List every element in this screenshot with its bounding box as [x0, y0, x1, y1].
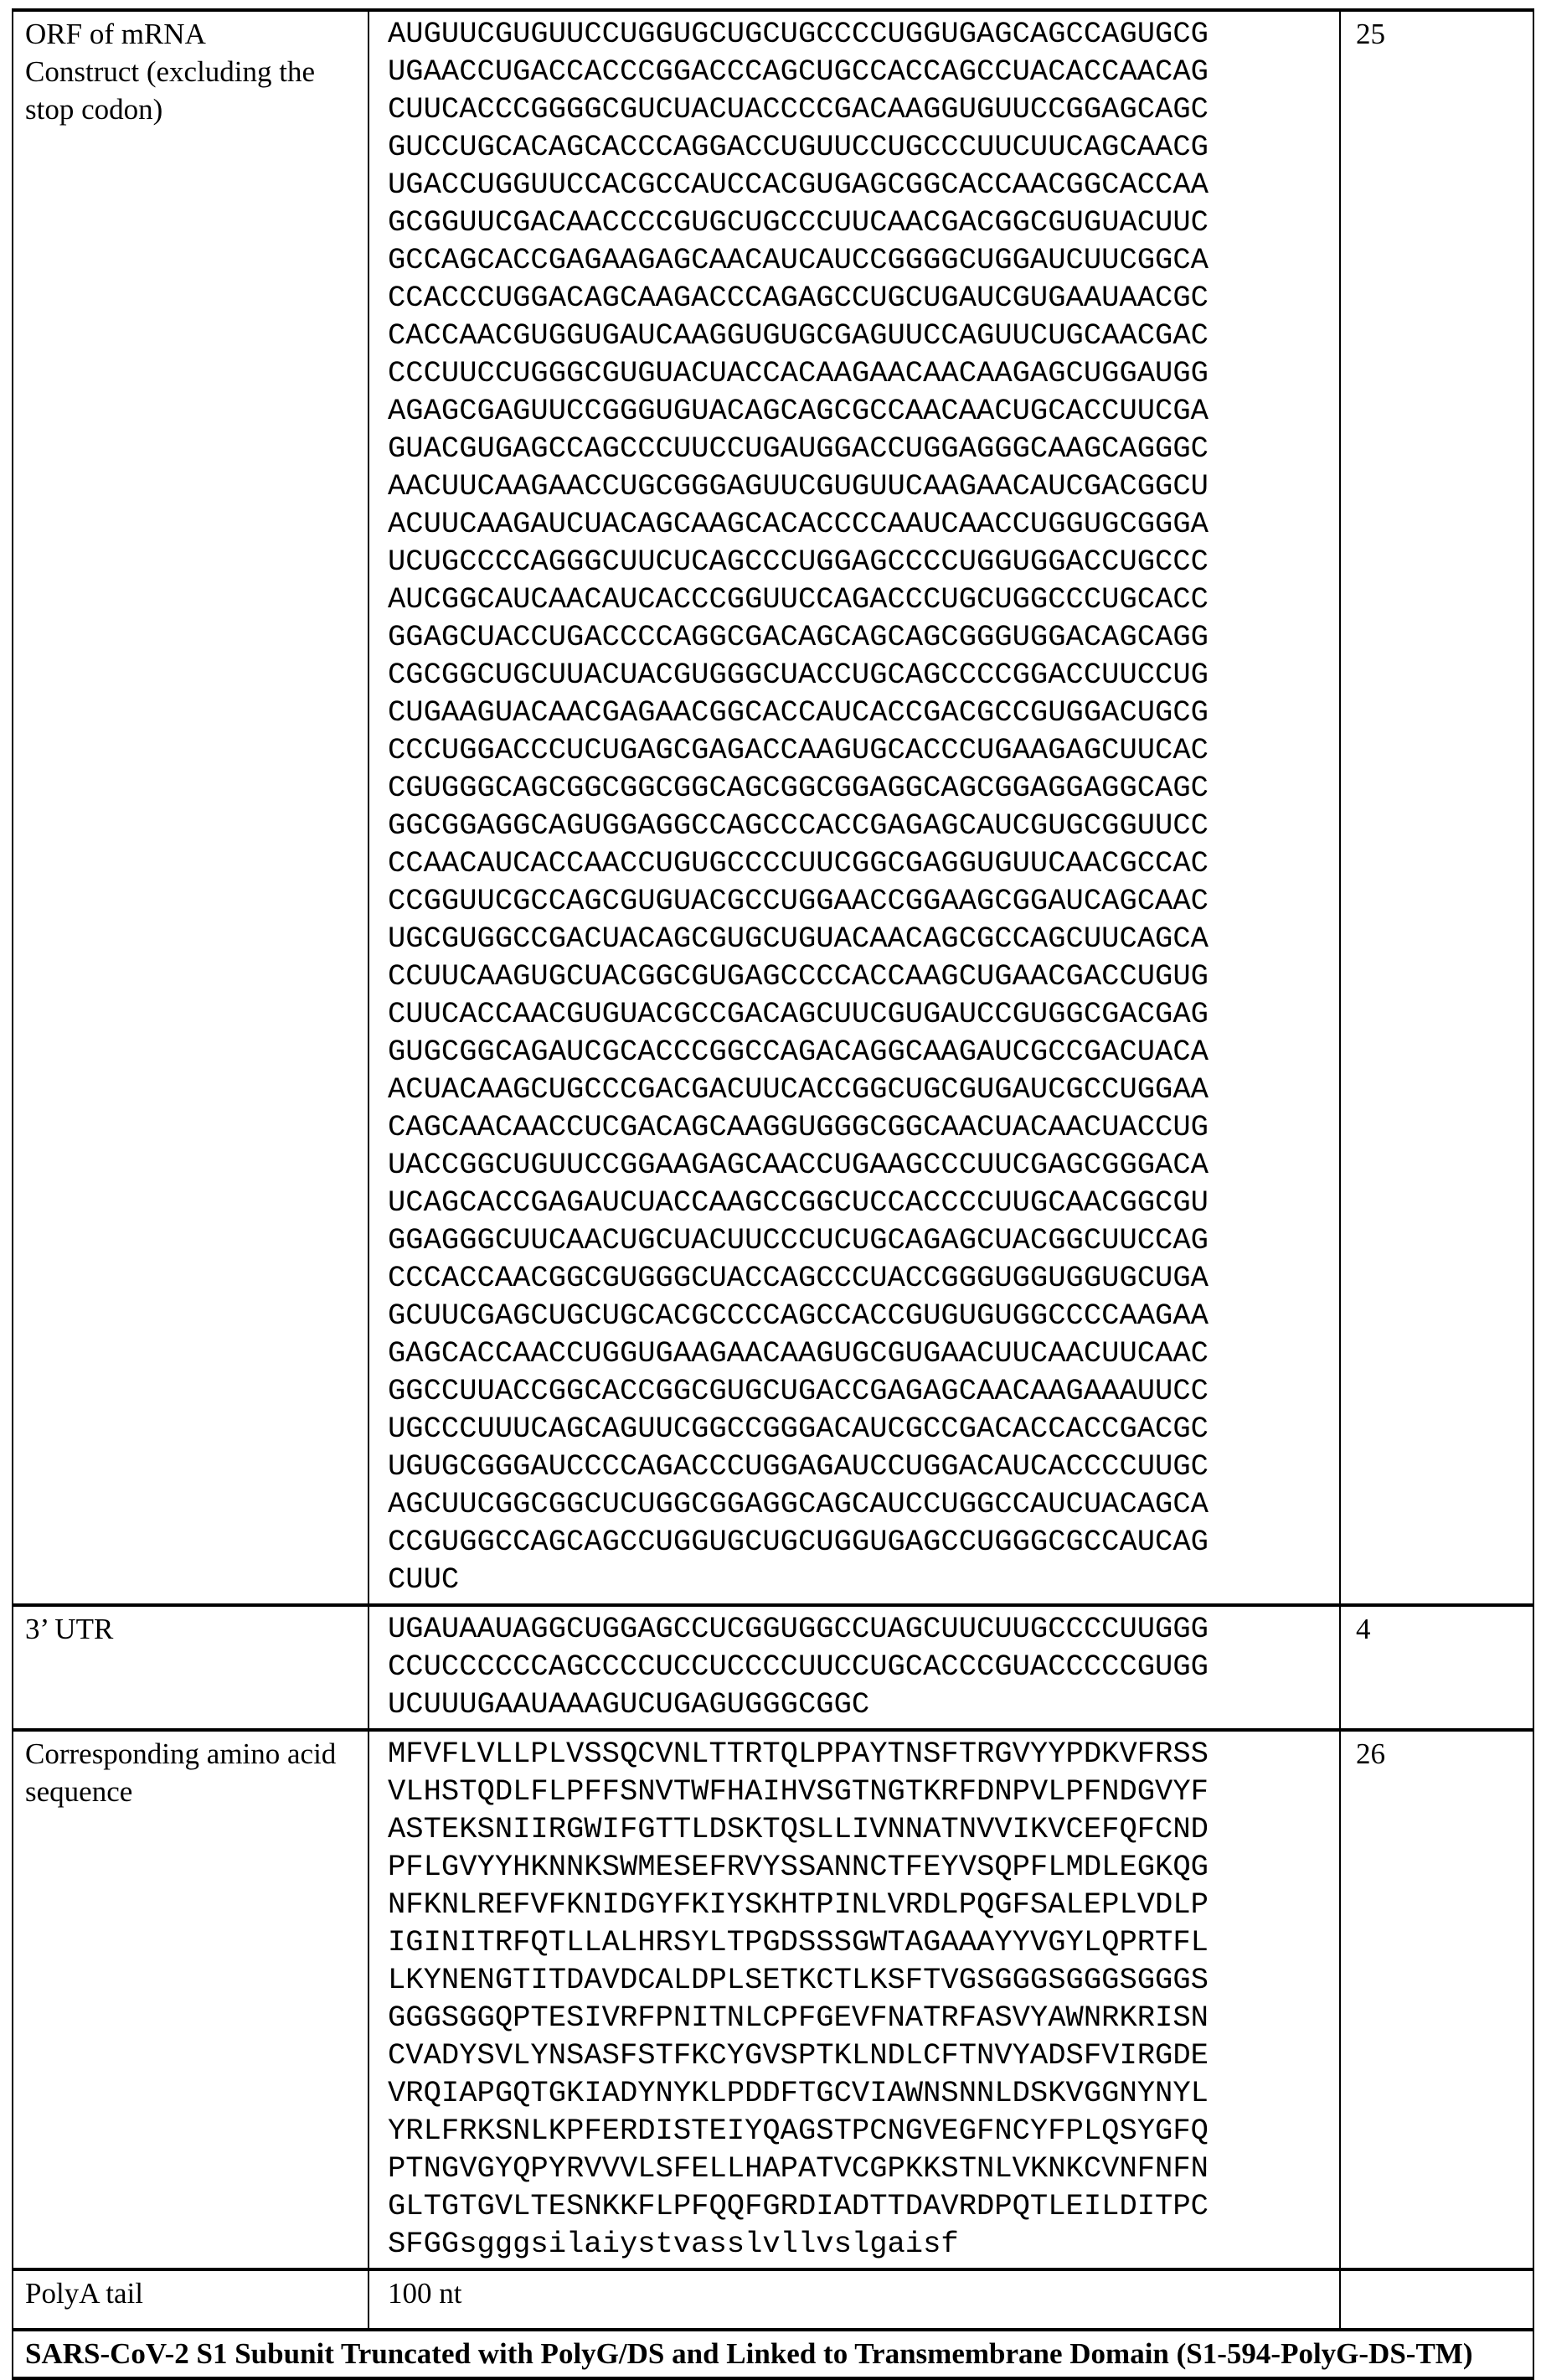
sequence-line: GLTGTGVLTESNKKFLPFQQFGRDIADTTDAVRDPQTLEILDITPC — [388, 2187, 1339, 2225]
utr-label: 3’ UTR — [13, 1605, 368, 1730]
orf-seq-id: 25 — [1340, 10, 1533, 1605]
sequence-line: GCGGUUCGACAACCCCGUGCUGCCCUUCAACGACGGCGUGUACUUC — [388, 204, 1339, 241]
aa-label: Corresponding amino acid sequence — [13, 1730, 368, 2269]
sequence-line: GUCCUGCACAGCACCCAGGACCUGUUCCUGCCCUUCUUCAGCAACG — [388, 128, 1339, 166]
sequence-line: CCACCCUGGACAGCAAGACCCAGAGCCUGCUGAUCGUGAAUAACGC — [388, 279, 1339, 317]
sequence-line: UCUGCCCCAGGGCUUCUCAGCCCUGGAGCCCCUGGUGGACCUGCCC — [388, 543, 1339, 581]
sequence-line: CGCGGCUGCUUACUACGUGGGCUACCUGCAGCCCCGGACCUUCCUG — [388, 656, 1339, 694]
sequence-line: AGCUUCGGCGGCUCUGGCGGAGGCAGCAUCCUGGCCAUCUACAGCA — [388, 1485, 1339, 1523]
sequence-line: GCCAGCACCGAGAAGAGCAACAUCAUCCGGGGCUGGAUCUUCGGCA — [388, 241, 1339, 279]
sequence-line: CCUUCAAGUGCUACGGCGUGAGCCCCACCAAGCUGAACGACCUGUG — [388, 958, 1339, 995]
sequence-line: UGCGUGGCCGACUACAGCGUGCUGUACAACAGCGCCAGCUUCAGCA — [388, 920, 1339, 958]
polya-label: PolyA tail — [13, 2269, 368, 2330]
sequence-line: GUGCGGCAGAUCGCACCCGGCCAGACAGGCAAGAUCGCCGACUACA — [388, 1033, 1339, 1071]
sequence-line: CUUC — [388, 1561, 1339, 1598]
sequence-line: CUGAAGUACAACGAGAACGGCACCAUCACCGACGCCGUGGACUGCG — [388, 694, 1339, 731]
sequence-line: GGCGGAGGCAGUGGAGGCCAGCCCACCGAGAGCAUCGUGCGGUUCC — [388, 807, 1339, 844]
sequence-line: CUUCACCAACGUGUACGCCGACAGCUUCGUGAUCCGUGGCGACGAG — [388, 995, 1339, 1033]
row-orf — [13, 10, 1533, 1605]
sequence-line: CCGGUUCGCCAGCGUGUACGCCUGGAACCGGAAGCGGAUCAGCAAC — [388, 882, 1339, 920]
sequence-line: ACUACAAGCUGCCCGACGACUUCACCGGCUGCGUGAUCGCCUGGAA — [388, 1071, 1339, 1108]
sequence-line: CCGUGGCCAGCAGCCUGGUGCUGCUGGUGAGCCUGGGCGCCAUCAG — [388, 1523, 1339, 1561]
sequence-line: IGINITRFQTLLALHRSYLTPGDSSSGWTAGAAAYYVGYLQPRTFL — [388, 1923, 1339, 1961]
sequence-line: UACCGGCUGUUCCGGAAGAGCAACCUGAAGCCCUUCGAGCGGGACA — [388, 1146, 1339, 1184]
sequence-line: GAGCACCAACCUGGUGAAGAACAAGUGCGUGAACUUCAACUUCAAC — [388, 1335, 1339, 1372]
sequence-line: VLHSTQDLFLPFFSNVTWFHAIHVSGTNGTKRFDNPVLPFNDGVYF — [388, 1773, 1339, 1810]
sequence-line: UGAACCUGACCACCCGGACCCAGCUGCCACCAGCCUACACCAACAG — [388, 53, 1339, 90]
sequence-line: CACCAACGUGGUGAUCAAGGUGUGCGAGUUCCAGUUCUGCAACGAC — [388, 317, 1339, 354]
sequence-line: GGGSGGQPTESIVRFPNITNLCPFGEVFNATRFASVYAWNRKRISN — [388, 1999, 1339, 2037]
sequence-line: ACUUCAAGAUCUACAGCAAGCACACCCCAAUCAACCUGGUGCGGGA — [388, 505, 1339, 543]
sequence-line: CCUCCCCCCAGCCCCUCCUCCCCUUCCUGCACCCGUACCCCCGUGG — [388, 1648, 1339, 1686]
sequence-line: CVADYSVLYNSASFSTFKCYGVSPTKLNDLCFTNVYADSFVIRGDE — [388, 2037, 1339, 2074]
sequence-line: CCCACCAACGGCGUGGGCUACCAGCCCUACCGGGUGGUGGUGCUGA — [388, 1259, 1339, 1297]
sequence-line: GGAGCUACCUGACCCCAGGCGACAGCAGCAGCGGGUGGACAGCAGG — [388, 618, 1339, 656]
sequence-line: UGACCUGGUUCCACGCCAUCCACGUGAGCGGCACCAACGGCACCAA — [388, 166, 1339, 204]
row-3utr — [13, 1605, 1533, 1730]
sequence-line: CUUCACCCGGGGCGUCUACUACCCCGACAAGGUGUUCCGGAGCAGC — [388, 90, 1339, 128]
sequence-line: CCAACAUCACCAACCUGUGCCCCUUCGGCGAGGUGUUCAACGCCAC — [388, 844, 1339, 882]
sequence-line: GGCCUUACCGGCACCGGCGUGCUGACCGAGAGCAACAAGAAAUUCC — [388, 1372, 1339, 1410]
sequence-line: GGAGGGCUUCAACUGCUACUUCCCUCUGCAGAGCUACGGCUUCCAG — [388, 1221, 1339, 1259]
sequence-line: CCCUGGACCCUCUGAGCGAGACCAAGUGCACCCUGAAGAGCUUCAC — [388, 731, 1339, 769]
row-amino-acid — [13, 1730, 1533, 2269]
sequence-line: GUACGUGAGCCAGCCCUUCCUGAUGGACCUGGAGGGCAAGCAGGGC — [388, 430, 1339, 467]
sequence-table — [12, 8, 1534, 2380]
sequence-line: GCUUCGAGCUGCUGCACGCCCCAGCCACCGUGUGUGGCCCCAAGAA — [388, 1297, 1339, 1335]
sequence-line: MFVFLVLLPLVSSQCVNLTTRTQLPPAYTNSFTRGVYYPDKVFRSS — [388, 1735, 1339, 1773]
sequence-line: YRLFRKSNLKPFERDISTEIYQAGSTPCNGVEGFNCYFPLQSYGFQ — [388, 2112, 1339, 2150]
sequence-line: LKYNENGTITDAVDCALDPLSETKCTLKSFTVGSGGGSGGGSGGGS — [388, 1961, 1339, 1999]
section-title: SARS-CoV-2 S1 Subunit Truncated with PolyG/DS and Linked to Transmembrane Domain (S1-594-PolyG-DS-TM) — [13, 2330, 1533, 2378]
sequence-line: UCAGCACCGAGAUCUACCAAGCCGGCUCCACCCCUUGCAACGGCGU — [388, 1184, 1339, 1221]
sequence-line: CGUGGGCAGCGGCGGCGGCAGCGGCGGAGGCAGCGGAGGAGGCAGC — [388, 769, 1339, 807]
aa-seq-id: 26 — [1340, 1730, 1533, 2269]
aa-sequence — [368, 1730, 1340, 2269]
orf-label: ORF of mRNA Construct (excluding the stop codon) — [13, 10, 368, 1605]
utr-sequence — [368, 1605, 1340, 1730]
sequence-line: AACUUCAAGAACCUGCGGGAGUUCGUGUUCAAGAACAUCGACGGCU — [388, 467, 1339, 505]
polya-seq-id — [1340, 2269, 1533, 2330]
sequence-line: CAGCAACAACCUCGACAGCAAGGUGGGCGGCAACUACAACUACCUG — [388, 1108, 1339, 1146]
sequence-line: NFKNLREFVFKNIDGYFKIYSKHTPINLVRDLPQGFSALEPLVDLP — [388, 1886, 1339, 1923]
sequence-line: UCUUUGAAUAAAGUCUGAGUGGGCGGC — [388, 1686, 1339, 1723]
sequence-line: UGUGCGGGAUCCCCAGACCCUGGAGAUCCUGGACAUCACCCCUUGC — [388, 1448, 1339, 1485]
orf-sequence — [368, 10, 1340, 1605]
sequence-line: UGAUAAUAGGCUGGAGCCUCGGUGGCCUAGCUUCUUGCCCCUUGGG — [388, 1610, 1339, 1648]
sequence-line: AUCGGCAUCAACAUCACCCGGUUCCAGACCCUGCUGGCCCUGCACC — [388, 581, 1339, 618]
sequence-line: UGCCCUUUCAGCAGUUCGGCCGGGACAUCGCCGACACCACCGACGC — [388, 1410, 1339, 1448]
row-polya — [13, 2269, 1533, 2330]
sequence-line: PTNGVGYQPYRVVVLSFELLHAPATVCGPKKSTNLVKNKCVNFNFN — [388, 2150, 1339, 2187]
sequence-line: PFLGVYYHKNNKSWMESEFRVYSSANNCTFEYVSQPFLMDLEGKQG — [388, 1848, 1339, 1886]
sequence-line: SFGGsgggsilaiystvasslvllvslgaisf — [388, 2225, 1339, 2263]
row-section-title — [13, 2330, 1533, 2378]
sequence-line: AUGUUCGUGUUCCUGGUGCUGCUGCCCCUGGUGAGCAGCCAGUGCG — [388, 15, 1339, 53]
sequence-line: VRQIAPGQTGKIADYNYKLPDDFTGCVIAWNSNNLDSKVGGNYNYL — [388, 2074, 1339, 2112]
sequence-line: ASTEKSNIIRGWIFGTTLDSKTQSLLIVNNATNVVIKVCEFQFCND — [388, 1810, 1339, 1848]
sequence-line: CCCUUCCUGGGCGUGUACUACCACAAGAACAACAAGAGCUGGAUGG — [388, 354, 1339, 392]
polya-value: 100 nt — [368, 2269, 1340, 2330]
utr-seq-id: 4 — [1340, 1605, 1533, 1730]
sequence-line: AGAGCGAGUUCCGGGUGUACAGCAGCGCCAACAACUGCACCUUCGA — [388, 392, 1339, 430]
